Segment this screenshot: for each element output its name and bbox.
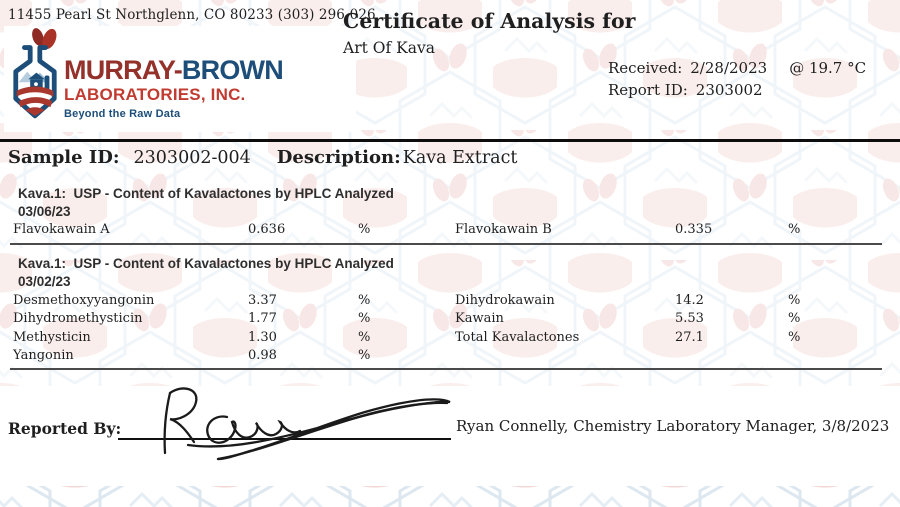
analyte-value: 0.98	[248, 348, 277, 363]
table-row	[13, 348, 890, 363]
analyte-name: Total Kavalactones	[455, 330, 580, 345]
analyte-unit: %	[358, 311, 371, 326]
logo-wordmark	[64, 57, 283, 120]
sample-id-value: 2303002-004	[133, 148, 251, 168]
logo-name-murray: MURRAY-	[64, 55, 182, 85]
analyte-unit: %	[788, 330, 801, 345]
analyte-unit: %	[788, 222, 801, 237]
analyte-value: 0.335	[675, 222, 713, 237]
received-temperature: @ 19.7 °C	[789, 59, 867, 77]
analyte-value: 27.1	[675, 330, 704, 345]
analyte-name: Flavokawain A	[13, 222, 110, 237]
section-1-title: Kava.1: USP - Content of Kavalactones by HPLC Analyzed	[18, 186, 394, 201]
analyte-value: 1.30	[248, 330, 277, 345]
reported-by-label: Reported By:	[8, 419, 122, 438]
analyte-value: 14.2	[675, 293, 704, 308]
analyte-name: Methysticin	[13, 330, 91, 345]
reporter-name-title-date: Ryan Connelly, Chemistry Laboratory Manager, 3/8/2023	[456, 417, 890, 435]
logo-subtitle: LABORATORIES, INC.	[64, 85, 246, 104]
description-label: Description:	[276, 147, 401, 168]
section-1-analyzed-date: 03/06/23	[18, 204, 71, 219]
logo-name-brown: BROWN	[181, 55, 283, 85]
analyte-name: Desmethoxyyangonin	[13, 293, 155, 308]
report-id-line	[608, 81, 763, 99]
analyte-name: Yangonin	[13, 348, 74, 363]
analyte-unit: %	[788, 293, 801, 308]
table-row	[13, 311, 890, 326]
section-2-analyzed-date: 03/02/23	[18, 274, 71, 289]
section-2-title: Kava.1: USP - Content of Kavalactones by HPLC Analyzed	[18, 256, 394, 271]
section-divider-rule	[10, 243, 882, 245]
analyte-value	[675, 348, 788, 363]
analyte-value: 0.636	[248, 222, 286, 237]
sample-id-label: Sample ID:	[8, 147, 120, 168]
analyte-name: Dihydrokawain	[455, 293, 555, 308]
table-row	[13, 222, 890, 237]
logo-tagline: Beyond the Raw Data	[64, 108, 181, 120]
analyte-unit: %	[358, 222, 371, 237]
analyte-name: Kawain	[455, 311, 504, 326]
analyte-unit: %	[358, 348, 371, 363]
table-row	[13, 330, 890, 345]
analyte-unit: %	[788, 311, 801, 326]
analyte-unit: %	[358, 293, 371, 308]
logo-name	[64, 57, 283, 84]
flask-farm-logo-icon	[10, 27, 60, 122]
report-id-label: Report ID:	[608, 81, 688, 99]
header-divider-rule	[0, 139, 900, 142]
analyte-unit: %	[358, 330, 371, 345]
table-bottom-rule	[10, 368, 882, 370]
received-label: Received:	[608, 59, 683, 77]
document-title: Certificate of Analysis for	[343, 9, 636, 33]
analyte-value: 5.53	[675, 311, 704, 326]
table-row	[13, 293, 890, 308]
analyte-value: 3.37	[248, 293, 277, 308]
analyte-name: Dihydromethysticin	[13, 311, 143, 326]
received-date: 2/28/2023	[690, 59, 768, 77]
analyte-name	[455, 348, 675, 363]
sample-line	[8, 147, 517, 168]
description-value: Kava Extract	[402, 148, 518, 168]
received-line	[608, 59, 866, 77]
analyte-name: Flavokawain B	[455, 222, 552, 237]
handwritten-signature	[125, 381, 455, 465]
report-id-value: 2303002	[695, 81, 763, 99]
analyte-value: 1.77	[248, 311, 277, 326]
client-name: Art Of Kava	[343, 39, 435, 57]
analyte-unit	[788, 348, 890, 363]
lab-address: 11455 Pearl St Northglenn, CO 80233 (303) 296-026	[8, 7, 376, 23]
